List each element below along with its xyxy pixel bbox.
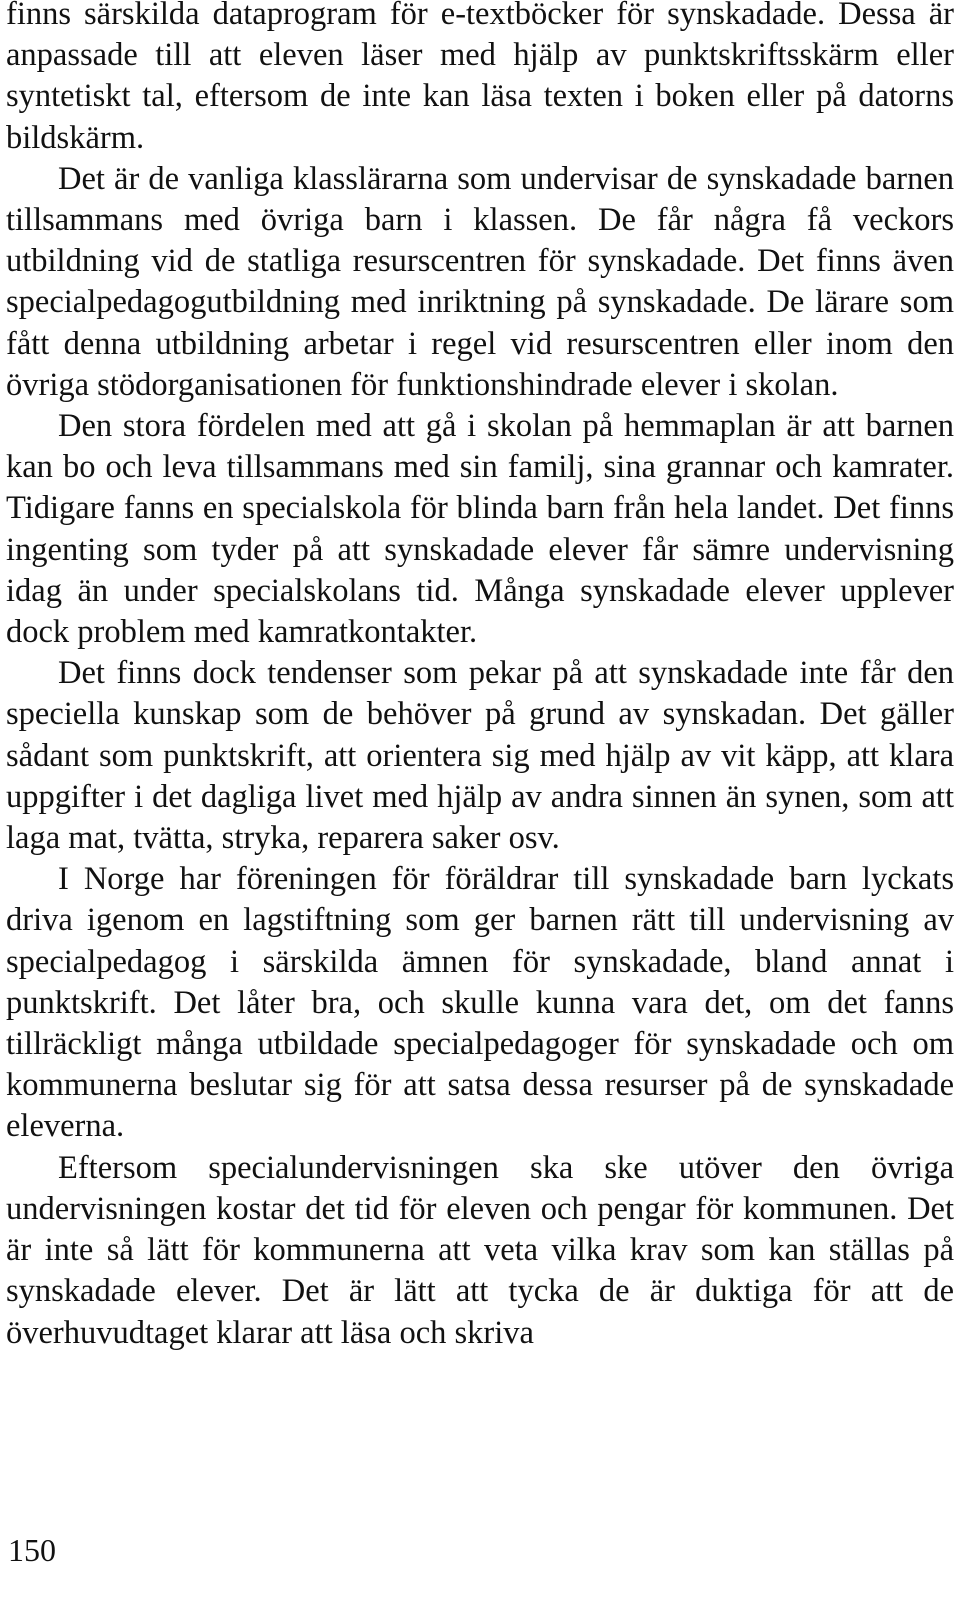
paragraph-2: Det är de vanliga klasslärarna som undervisar de synskadade barnen tillsammans med övriga barn i klassen. De får några få veckors utbildning vid de statliga resurscentren för synskadade. Det finns även specialpedagogutbildning med inriktning på synskadade. De lärare som fått denna utbildning arbetar i regel vid resurscentren eller inom den övriga stödorganisationen för funktionshindrade elever i skolan.: [6, 160, 954, 403]
paragraph-6: Eftersom specialundervisningen ska ske utöver den övriga undervisningen kostar det tid för eleven och pengar för kommunen. Det är inte så lätt för kommunerna att veta vilka krav som kan ställas på synskadade elever. Det är lätt att tycka de är duktiga för att de överhuvudtaget klarar att läsa och skriva: [6, 1149, 954, 1351]
paragraph-1: finns särskilda dataprogram för e-textböcker för synskadade. Dessa är anpassade till att eleven läser med hjälp av punktskriftsskärm eller syntetiskt tal, eftersom de inte kan läsa texten i boken eller på datorns bildskärm.: [6, 0, 954, 156]
document-page: [6, 0, 954, 1354]
paragraph-3: Den stora fördelen med att gå i skolan på hemmaplan är att barnen kan bo och leva tillsammans med sin familj, sina grannar och kamrater. Tidigare fanns en specialskola för blinda barn från hela landet. Det finns ingenting som tyder på att synskadade elever får sämre undervisning idag än under specialskolans tid. Många synskadade elever upplever dock problem med kamratkontakter.: [6, 408, 954, 651]
paragraph-5: I Norge har föreningen för föräldrar till synskadade barn lyckats driva igenom en lagstiftning som ger barnen rätt till undervisning av specialpedagog i särskilda ämnen för synskadade, bland annat i punktskrift. Det låter bra, och skulle kunna vara det, om det fanns tillräckligt många utbildade specialpedagoger för synskadade och om kommunerna beslutar sig för att satsa dessa resurser på de synskadade eleverna.: [6, 861, 954, 1145]
page-number: 150: [8, 1532, 56, 1568]
paragraph-4: Det finns dock tendenser som pekar på att synskadade inte får den speciella kunskap som de behöver på grund av synskadan. Det gäller sådant som punktskrift, att orientera sig med hjälp av vit käpp, att klara uppgifter i det dagliga livet med hjälp av andra sinnen än synen, som att laga mat, tvätta, stryka, reparera saker osv.: [6, 655, 954, 857]
